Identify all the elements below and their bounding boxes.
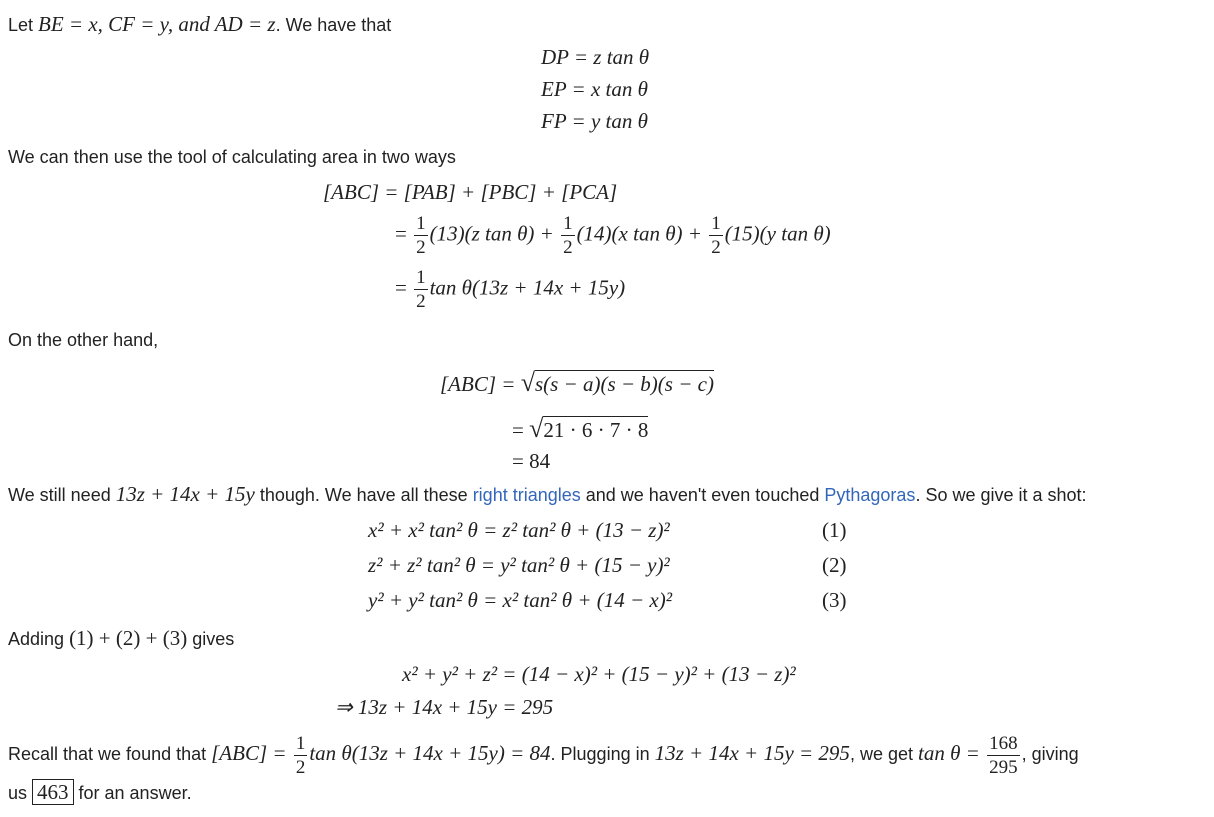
area-line-1: [ABC] = [PAB] + [PBC] + [PCA] (323, 180, 618, 204)
half-fraction: $\frac{1}{2}$ (416, 213, 426, 258)
half-fraction: $\frac{1}{2}$ (416, 267, 426, 312)
intro-text-end: . We have that (275, 15, 392, 35)
half-fraction: $\frac{1}{2}$ (563, 213, 573, 258)
half-fraction: $\frac{1}{2}$ (295, 732, 306, 778)
boxed-answer: 463 (32, 779, 74, 805)
intro-text: Let (8, 15, 39, 35)
half-fraction: $\frac{1}{2}$ (711, 213, 721, 258)
heron-line-2: = √21 · 6 · 7 · 8 (512, 414, 649, 443)
answer-paragraph: us 463 for an answer. (8, 780, 192, 804)
equation-number-1: (1) (822, 518, 847, 542)
adding-paragraph: Adding (1) + (2) + (3) gives (8, 626, 235, 650)
area-line-3: = $\frac{1}{2}$ tan θ(13z + 14x + 15y) (395, 267, 626, 312)
area-line-2: = $\frac{1}{2}$ (13)(z tan θ) + $\frac{1}{2}$ (14)(x tan θ) + $\frac{1}{2}$ (15)(y tan θ) (395, 213, 831, 258)
other-hand-paragraph: On the other hand, (8, 330, 159, 350)
sum-equation: x² + y² + z² = (14 − x)² + (15 − y)² + (13 − z)² (402, 662, 796, 686)
pythagoras-link[interactable]: Pythagoras (824, 485, 916, 505)
equation-number-2: (2) (822, 553, 847, 577)
intro-paragraph (8, 12, 391, 37)
tan-fraction: $\frac{168}{295}$ (989, 732, 1018, 778)
pythagoras-eq-2: z² + z² tan² θ = y² tan² θ + (15 − y)² (368, 553, 670, 577)
sum-result: ⇒ 13z + 14x + 15y = 295 (335, 695, 554, 719)
heron-radicand-numeric: 21 · 6 · 7 · 8 (543, 418, 649, 442)
heron-radicand: s(s − a)(s − b)(s − c) (534, 372, 714, 396)
still-need-paragraph: We still need 13z + 14x + 15y though. We have all these right triangles and we haven't even touched Pythagoras. So we give it a shot: (8, 482, 1087, 506)
equation-ep: EP = x tan θ (541, 77, 648, 101)
equation-number-3: (3) (822, 588, 847, 612)
recall-paragraph: Recall that we found that [ABC] = $\frac{1}{2}$ tan θ(13z + 14x + 15y) = 84. Plugging in 13z + 14x + 15y = 295, we get tan θ = $\frac{168}{295}$ , giving (8, 732, 1079, 778)
pythagoras-eq-1: x² + x² tan² θ = z² tan² θ + (13 − z)² (368, 518, 670, 542)
intro-math: BE = x, CF = y, and AD = z (38, 12, 276, 36)
heron-line-3: = 84 (512, 449, 551, 473)
area-method-paragraph: We can then use the tool of calculating area in two ways (8, 147, 456, 167)
heron-line-1: [ABC] = √s(s − a)(s − b)(s − c) (440, 368, 714, 397)
equation-fp: FP = y tan θ (541, 109, 648, 133)
right-triangles-link[interactable]: right triangles (472, 485, 581, 505)
pythagoras-eq-3: y² + y² tan² θ = x² tan² θ + (14 − x)² (368, 588, 673, 612)
equation-dp: DP = z tan θ (541, 45, 650, 69)
